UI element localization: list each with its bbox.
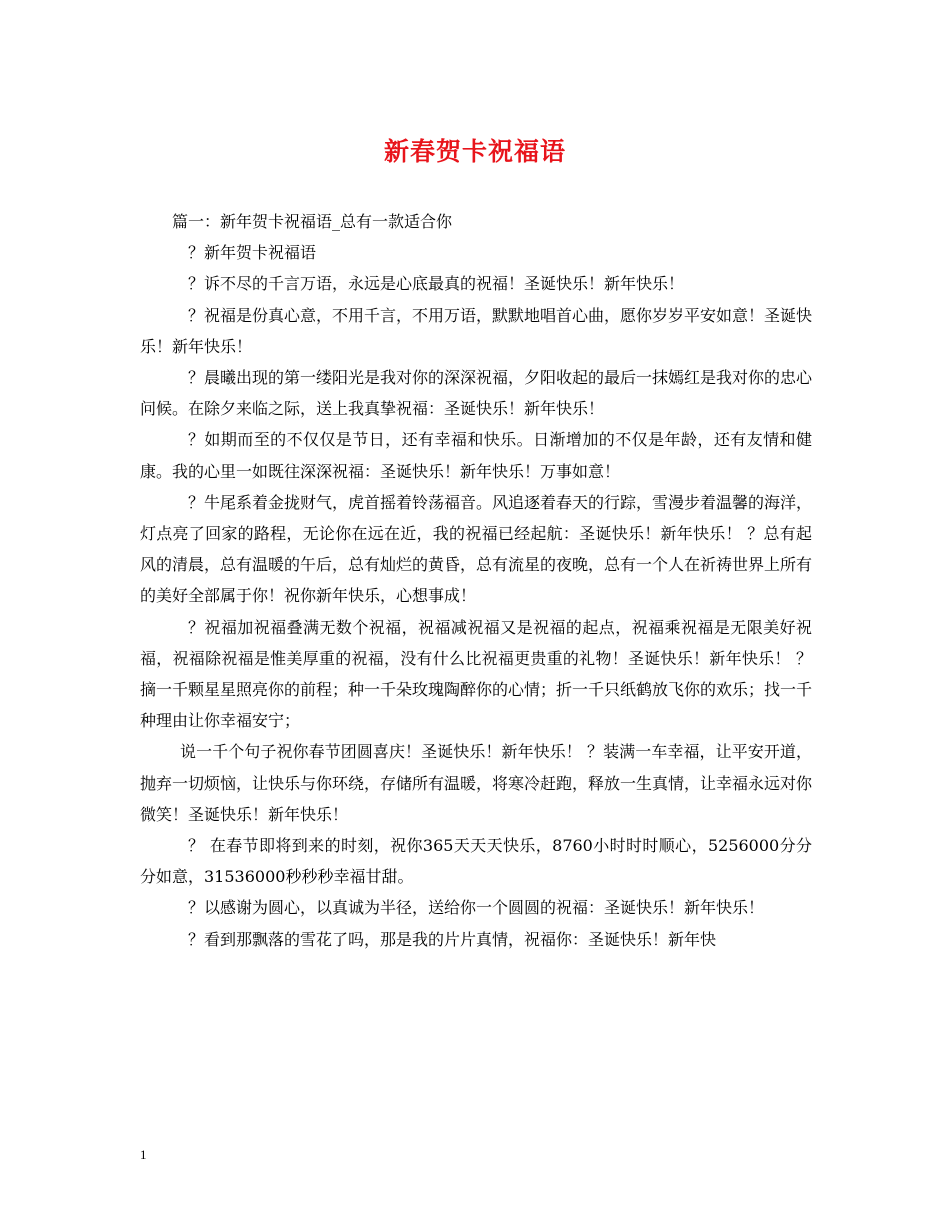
paragraph: 说一千个句子祝你春节团圆喜庆！圣诞快乐！新年快乐！ ？装满一车幸福，让平安开道，抛弃一切烦恼，让快乐与你环绕，存储所有温暖，将寒冷赶跑，释放一生真情，让幸福永远对你微笑！圣诞快乐！新年快乐！ bbox=[140, 742, 813, 824]
document-title: 新春贺卡祝福语 bbox=[383, 137, 566, 166]
paragraph: ？牛尾系着金拢财气，虎首摇着铃荡福音。风追逐着春天的行踪，雪漫步着温馨的海洋，灯点亮了回家的路程，无论你在远在近，我的祝福已经起航：圣诞快乐！新年快乐！ ？总有起风的清晨，总有温暖的午后，总有灿烂的黄昏，总有流星的夜晚，总有一个人在祈祷世界上所有的美好全部属于你！祝你新年快乐，心想事成！ bbox=[140, 492, 813, 606]
document-body bbox=[140, 206, 812, 955]
paragraph: ？诉不尽的千言万语，永远是心底最真的祝福！圣诞快乐！新年快乐！ bbox=[188, 274, 685, 294]
paragraph: ？新年贺卡祝福语 bbox=[188, 243, 317, 263]
paragraph: ？祝福加祝福叠满无数个祝福，祝福减祝福又是祝福的起点，祝福乘祝福是无限美好祝福，祝福除祝福是惟美厚重的祝福，没有什么比祝福更贵重的礼物！圣诞快乐！新年快乐！ ？摘一千颗星星照亮你的前程；种一千朵玫瑰陶醉你的心情；折一千只纸鹤放飞你的欢乐；找一千种理由让你幸福安宁； bbox=[140, 617, 813, 731]
section-heading: 篇一：新年贺卡祝福语_总有一款适合你 bbox=[172, 212, 453, 231]
page-number: 1 bbox=[140, 1147, 147, 1162]
paragraph: ？以感谢为圆心，以真诚为半径，送给你一个圆圆的祝福：圣诞快乐！新年快乐！ bbox=[188, 898, 765, 918]
paragraph: ？ 在春节即将到来的时刻，祝你365天天天快乐，8760小时时时顺心，5256000分分分如意，31536000秒秒秒幸福甘甜。 bbox=[140, 836, 812, 887]
paragraph: ？晨曦出现的第一缕阳光是我对你的深深祝福，夕阳收起的最后一抹嫣红是我对你的忠心问候。在除夕来临之际，送上我真挚祝福：圣诞快乐！新年快乐！ bbox=[140, 368, 813, 419]
paragraph: ？看到那飘落的雪花了吗，那是我的片片真情，祝福你：圣诞快乐！新年快 bbox=[188, 929, 717, 949]
paragraph: ？如期而至的不仅仅是节日，还有幸福和快乐。日渐增加的不仅是年龄，还有友情和健康。我的心里一如既往深深祝福：圣诞快乐！新年快乐！万事如意！ bbox=[140, 430, 812, 481]
paragraph: ？祝福是份真心意，不用千言，不用万语，默默地唱首心曲，愿你岁岁平安如意！圣诞快乐！新年快乐！ bbox=[140, 305, 813, 356]
